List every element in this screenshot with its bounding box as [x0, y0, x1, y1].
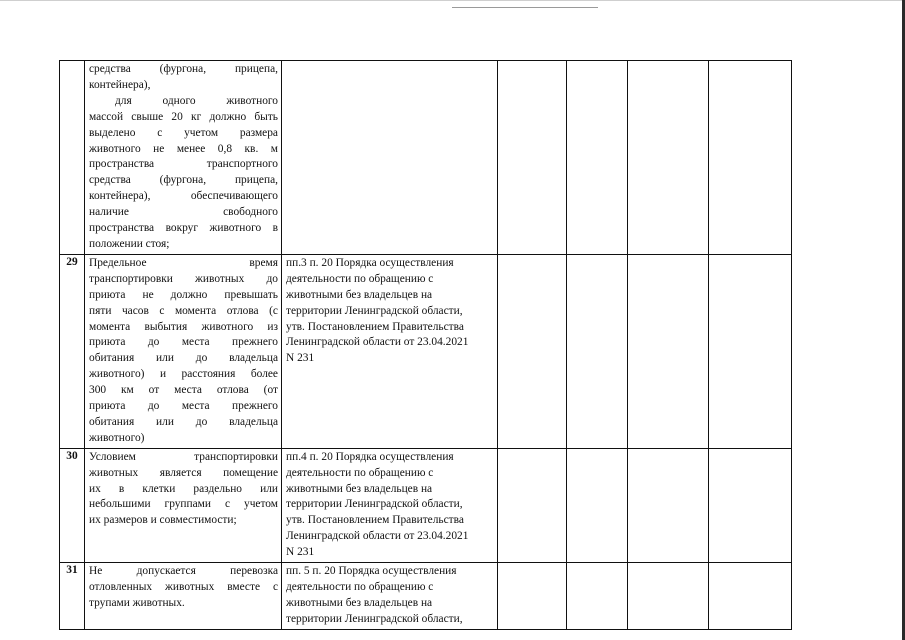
answer-no-cell [567, 254, 628, 448]
row-number [60, 61, 85, 255]
legal-reference-line: Ленинградской области от 23.04.2021 [286, 336, 469, 349]
requirement-text-line: небольшими группами с учетом [89, 498, 278, 511]
answer-no-cell [567, 61, 628, 255]
legal-reference-line: территории Ленинградской области, [286, 498, 463, 511]
legal-reference-line: территории Ленинградской области, [286, 304, 463, 317]
requirement-text-line: средства (фургона, прицепа, [89, 174, 278, 187]
requirement-text-line: 300 км от места отлова (от [89, 384, 278, 397]
not-applicable-cell [628, 61, 709, 255]
note-cell [709, 563, 792, 630]
requirement-text-line: транспортировки животных до [89, 272, 278, 285]
legal-reference-line: животными без владельцев на [286, 288, 433, 301]
row-number: 31 [60, 563, 85, 630]
requirement-text-line: Предельное время [89, 256, 278, 269]
requirement-text-line: для одного животного [115, 94, 278, 107]
table-body [60, 61, 792, 630]
legal-reference-line: животными без владельцев на [286, 482, 433, 495]
legal-reference-cell [282, 563, 498, 630]
answer-yes-cell [498, 254, 567, 448]
requirement-cell [85, 563, 282, 630]
requirement-text-line: их размеров и совместимости; [89, 514, 237, 527]
answer-no-cell [567, 448, 628, 562]
requirement-text-line: приюта до места прежнего [89, 400, 278, 413]
requirement-text-line: пяти часов с момента отлова (с [89, 304, 278, 317]
requirement-text-line: средства (фургона, прицепа, [89, 63, 278, 75]
legal-reference-cell [282, 61, 498, 255]
requirement-text-line: животного) и расстояния более [89, 368, 278, 381]
legal-reference-line: деятельности по обращению с [286, 466, 434, 479]
requirement-text-line: их в клетки раздельно или [89, 482, 278, 495]
legal-reference-line: пп.4 п. 20 Порядка осуществления [286, 450, 454, 463]
answer-no-cell [567, 563, 628, 630]
legal-reference-line: деятельности по обращению с [286, 581, 434, 593]
table-row [60, 254, 792, 448]
requirement-text-line: положении стоя; [89, 237, 170, 250]
requirement-text-line: приюта до места прежнего [89, 336, 278, 349]
row-number: 30 [60, 448, 85, 562]
table-row [60, 448, 792, 562]
requirement-text-line: пространства транспортного [89, 158, 278, 171]
requirement-text-line: выделено с учетом размера [89, 126, 278, 139]
not-applicable-cell [628, 254, 709, 448]
table-row [60, 61, 792, 255]
requirement-cell [85, 254, 282, 448]
scan-top-edge [0, 0, 905, 1]
requirement-cell [85, 448, 282, 562]
requirement-text-line: трупами животных. [89, 596, 185, 609]
legal-reference-line: утв. Постановлением Правительства [286, 514, 464, 527]
legal-reference-line: N 231 [286, 352, 315, 365]
requirement-text-line: обитания или до владельца [89, 352, 278, 365]
row-number: 29 [60, 254, 85, 448]
table-row [60, 563, 792, 630]
requirement-text-line: Не допускается перевозка [89, 565, 278, 578]
requirements-table [59, 60, 792, 630]
requirement-text-line: момента выбытия животного из [89, 320, 278, 333]
scan-artifact-line [452, 7, 598, 8]
requirement-text-line: наличие свободного [89, 206, 278, 219]
legal-reference-line: животными без владельцев на [286, 596, 433, 609]
requirement-text-line: пространства вокруг животного в [89, 222, 278, 235]
requirement-text-line: животного не менее 0,8 кв. м [89, 142, 278, 155]
not-applicable-cell [628, 563, 709, 630]
legal-reference-line: деятельности по обращению с [286, 272, 434, 285]
requirement-text-line: животных является помещение [89, 466, 278, 479]
legal-reference-cell [282, 254, 498, 448]
answer-yes-cell [498, 448, 567, 562]
not-applicable-cell [628, 448, 709, 562]
requirement-text-line: контейнера), обеспечивающего [89, 190, 278, 203]
note-cell [709, 448, 792, 562]
answer-yes-cell [498, 563, 567, 630]
requirement-text-line: обитания или до владельца [89, 415, 278, 428]
legal-reference-line: пп. 5 п. 20 Порядка осуществления [286, 565, 457, 578]
answer-yes-cell [498, 61, 567, 255]
legal-reference-line: пп.3 п. 20 Порядка осуществления [286, 256, 454, 269]
note-cell [709, 254, 792, 448]
requirement-cell [85, 61, 282, 255]
note-cell [709, 61, 792, 255]
requirement-text-line: отловленных животных вместе с [89, 581, 278, 593]
requirement-text-line: массой свыше 20 кг должно быть [89, 110, 278, 123]
legal-reference-line: утв. Постановлением Правительства [286, 320, 464, 333]
requirement-text-line: контейнера), [89, 78, 151, 91]
legal-reference-line: N 231 [286, 546, 315, 559]
legal-reference-cell [282, 448, 498, 562]
legal-reference-line: Ленинградской области от 23.04.2021 [286, 530, 469, 543]
requirement-text-line: приюта не должно превышать [89, 288, 278, 301]
requirement-text-line: животного) [89, 431, 145, 444]
requirement-text-line: Условием транспортировки [89, 450, 278, 463]
legal-reference-line: территории Ленинградской области, [286, 612, 463, 625]
